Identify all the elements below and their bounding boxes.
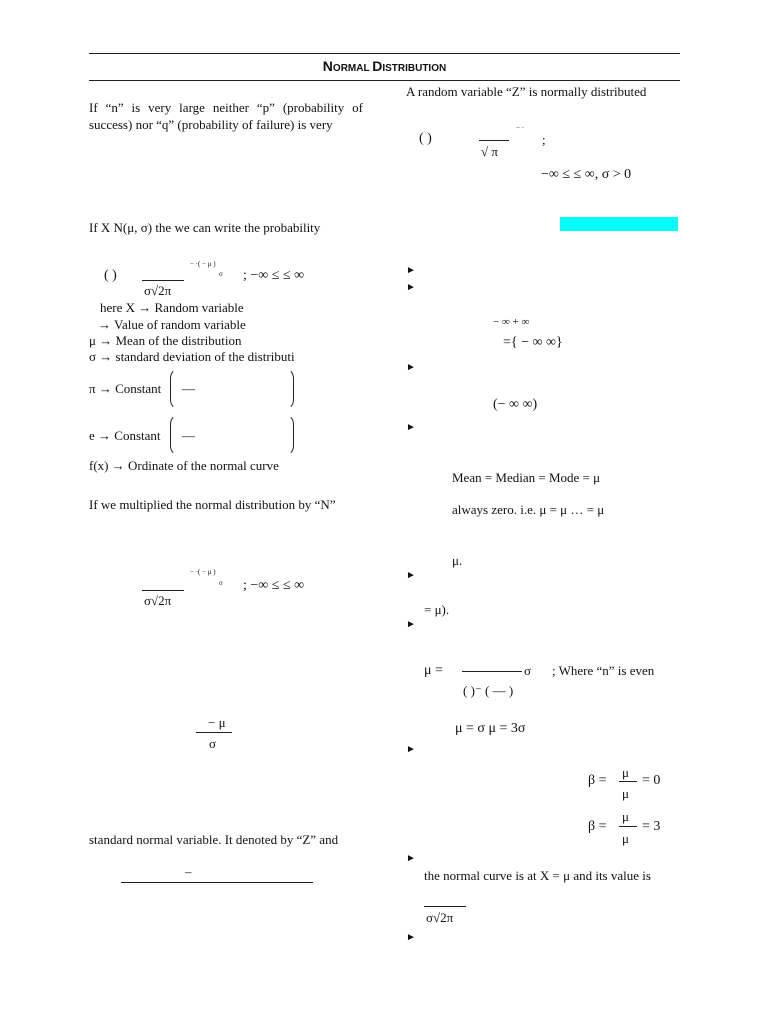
- z-fraction-bar: [196, 732, 232, 733]
- std-normal-text: standard normal variable. It denoted by “Z” and: [89, 832, 339, 847]
- fx-ordinate: f(x) → Ordinate of the normal curve: [89, 458, 279, 473]
- beta1-label: β =: [588, 773, 607, 788]
- bullet-2: ►: [406, 282, 416, 293]
- eq2-exponent: − ·( − μ ): [190, 568, 216, 576]
- eq1-exponent-sigma: σ: [219, 270, 223, 278]
- beta2-value: = 3: [642, 819, 661, 834]
- beta1-fraction-bar: [619, 781, 637, 782]
- value-rv: → Value of random variable: [98, 317, 246, 332]
- multiplied-text: If we multiplied the normal distribution by “N”: [89, 497, 336, 512]
- sigma-sd: σ → standard deviation of the distributi: [89, 349, 295, 364]
- mean-median-mode: Mean = Median = Mode = μ: [452, 470, 601, 485]
- eq2-denominator: σ√2π: [144, 593, 172, 608]
- moment-values: μ = σ μ = 3σ: [455, 721, 526, 736]
- beta2-fraction-bar: [619, 826, 637, 827]
- bottom-dash: –: [185, 864, 192, 879]
- beta2-numerator: μ: [622, 809, 629, 824]
- page-title: NORMAL DISTRIBUTION: [322, 58, 447, 74]
- z-intro: A random variable “Z” is normally distributed: [406, 84, 647, 99]
- eq2-range: ; −∞ ≤ ≤ ∞: [243, 578, 305, 593]
- zeq-sqrt: √ π: [481, 144, 498, 159]
- equals-mu: = μ).: [424, 602, 450, 617]
- zeq-fraction-bar: [479, 140, 509, 141]
- eq1-fraction-bar: [142, 280, 184, 281]
- peak-text: the normal curve is at X = μ and its value is: [424, 868, 651, 883]
- beta2-denominator: μ: [622, 831, 629, 846]
- zeq-semicolon: ;: [542, 132, 546, 147]
- eq2-exponent-sigma: σ: [219, 579, 223, 587]
- bullet-1: ►: [406, 265, 416, 276]
- bullet-6: ►: [406, 619, 416, 630]
- mu-mean: μ → Mean of the distribution: [89, 333, 242, 348]
- beta1-denominator: μ: [622, 786, 629, 801]
- zeq-exponent: − ·: [516, 124, 525, 132]
- moment-mu: μ =: [424, 663, 443, 678]
- eq1-exponent: − ·( − μ ): [190, 260, 216, 268]
- beta1-numerator: μ: [622, 765, 629, 780]
- beta2-label: β =: [588, 819, 607, 834]
- bullet-3: ►: [406, 362, 416, 373]
- bullet-4: ►: [406, 422, 416, 433]
- always-zero: always zero. i.e. μ = μ … = μ: [452, 502, 605, 517]
- pi-constant: π → Constant: [89, 381, 162, 396]
- eq2-fraction-bar: [142, 590, 184, 591]
- pi-dash: —: [182, 381, 195, 396]
- bullet-8: ►: [406, 853, 416, 864]
- peak-denominator: σ√2π: [426, 910, 454, 925]
- beta1-value: = 0: [642, 773, 661, 788]
- eq1-paren: ( ): [104, 268, 117, 283]
- interval: (− ∞ ∞): [493, 397, 538, 412]
- top-rule: [89, 53, 680, 54]
- title-underline: [89, 80, 680, 81]
- eq1-denominator: σ√2π: [144, 283, 172, 298]
- e-constant: e → Constant: [89, 428, 161, 443]
- z-denominator: σ: [209, 736, 217, 751]
- infinity-row: − ∞ + ∞: [493, 316, 530, 328]
- zeq-range: −∞ ≤ ≤ ∞, σ > 0: [541, 167, 632, 182]
- zeq-paren: ( ): [419, 131, 432, 146]
- moment-fraction-bar: [462, 671, 522, 672]
- set-row: ={ − ∞ ∞}: [503, 335, 563, 350]
- bullet-5: ►: [406, 570, 416, 581]
- mu-dot: μ.: [452, 553, 463, 568]
- e-dash: —: [182, 428, 195, 443]
- moment-sigma: σ: [524, 663, 532, 678]
- eq1-range: ; −∞ ≤ ≤ ∞: [243, 268, 305, 283]
- probability-intro: If X N(μ, σ) the we can write the probability: [89, 220, 321, 235]
- peak-fraction-bar: [424, 906, 466, 907]
- here-x: here X → Random variable: [100, 300, 244, 315]
- highlight-bar: [560, 217, 678, 231]
- intro-paragraph: If “n” is very large neither “p” (probability of success) nor “q” (probability of failure) is very: [89, 100, 363, 132]
- z-numerator: − μ: [208, 715, 226, 730]
- bottom-fraction-bar: [121, 882, 313, 883]
- bullet-7: ►: [406, 744, 416, 755]
- bullet-9: ►: [406, 932, 416, 943]
- moment-denominator: ( )⁻ ( — ): [463, 683, 514, 698]
- moment-where: ; Where “n” is even: [552, 663, 655, 678]
